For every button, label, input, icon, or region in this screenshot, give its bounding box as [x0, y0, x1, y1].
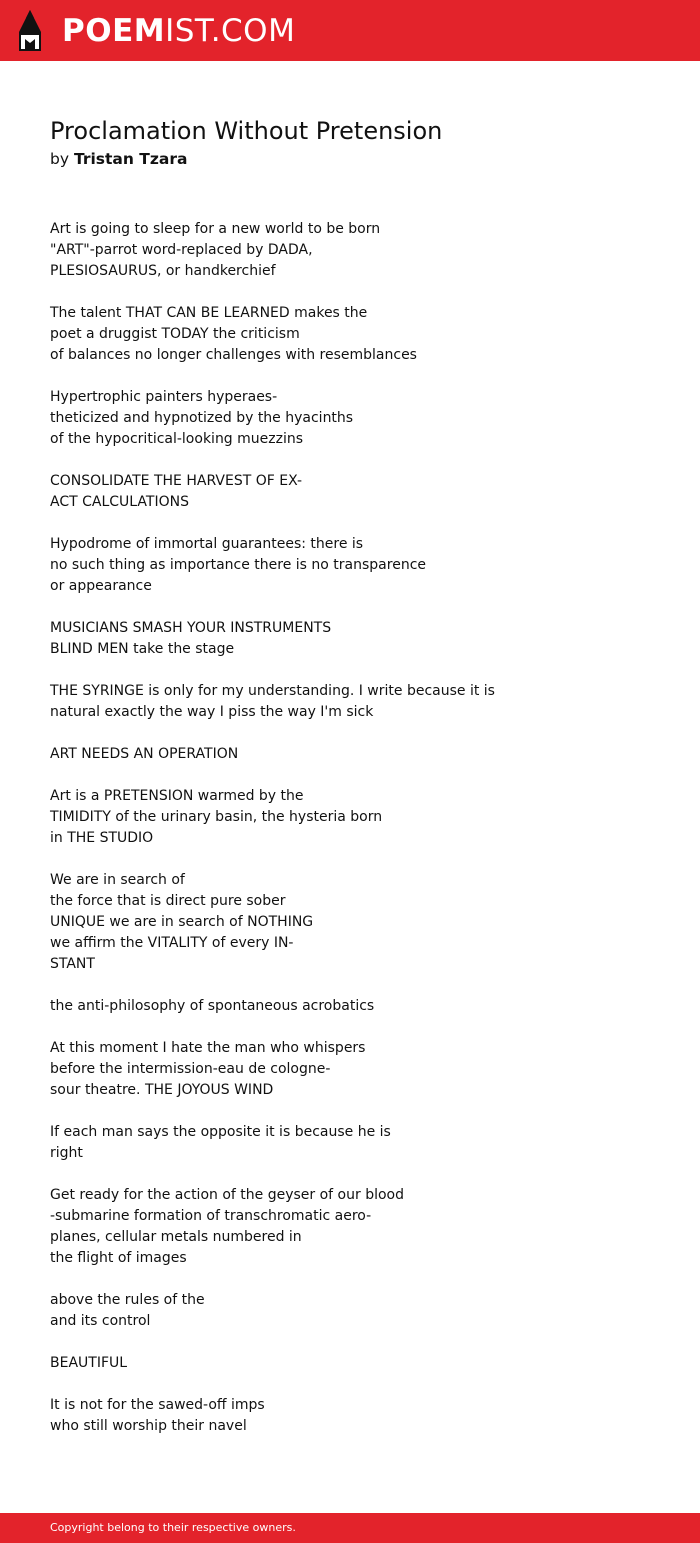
- poem-stanza: [50, 618, 670, 660]
- poem-line: ART NEEDS AN OPERATION: [50, 746, 239, 762]
- poem-stanza: [50, 786, 670, 849]
- poem-line: -submarine formation of transchromatic aero-: [50, 1208, 372, 1224]
- poem-line: poet a druggist TODAY the criticism: [50, 326, 300, 342]
- poem-author: Tristan Tzara: [73, 150, 188, 168]
- poem-line: It is not for the sawed-off imps: [50, 1397, 265, 1413]
- poem-stanza: [50, 681, 670, 723]
- by-label: by: [50, 150, 70, 168]
- poem-line: Get ready for the action of the geyser of our blood: [50, 1187, 404, 1203]
- poem-stanza: [50, 387, 670, 450]
- poem-line: ACT CALCULATIONS: [50, 494, 189, 510]
- poem-line: right: [50, 1145, 83, 1161]
- poem-line: Art is a PRETENSION warmed by the: [50, 788, 304, 804]
- poem-line: Hypertrophic painters hyperaes-: [50, 389, 278, 405]
- poem-line: THE SYRINGE is only for my understanding. I write because it is: [50, 683, 495, 699]
- logo-bold-text: POEM: [62, 13, 166, 49]
- poem-title: Proclamation Without Pretension: [50, 117, 443, 145]
- poem-line: the force that is direct pure sober: [50, 893, 286, 909]
- poem-stanza: [50, 1290, 670, 1332]
- poem-line: TIMIDITY of the urinary basin, the hysteria born: [50, 809, 383, 825]
- poem-stanza: [50, 219, 670, 282]
- poem-line: CONSOLIDATE THE HARVEST OF EX-: [50, 473, 303, 489]
- poem-line: We are in search of: [50, 872, 185, 888]
- poem-line: the flight of images: [50, 1250, 187, 1266]
- poem-line: natural exactly the way I piss the way I'm sick: [50, 704, 374, 720]
- poem-line: who still worship their navel: [50, 1418, 247, 1434]
- poem-stanza: [50, 471, 670, 513]
- poem-stanza: [50, 744, 670, 765]
- poem-stanza: [50, 870, 670, 975]
- poem-line: BEAUTIFUL: [50, 1355, 128, 1371]
- poem-line: no such thing as importance there is no transparence: [50, 557, 427, 573]
- poem-line: PLESIOSAURUS, or handkerchief: [50, 263, 276, 279]
- poem-line: STANT: [50, 956, 95, 972]
- site-footer: [0, 1513, 700, 1543]
- poem-line: MUSICIANS SMASH YOUR INSTRUMENTS: [50, 620, 332, 636]
- poem-line: BLIND MEN take the stage: [50, 641, 235, 657]
- poem-line: Hypodrome of immortal guarantees: there is: [50, 536, 364, 552]
- poem-line: theticized and hypnotized by the hyacinths: [50, 410, 354, 426]
- poem-line: and its control: [50, 1313, 151, 1329]
- poem-stanza: [50, 996, 670, 1017]
- poem-line: "ART"-parrot word-replaced by DADA,: [50, 242, 313, 258]
- poem-line: Art is going to sleep for a new world to be born: [50, 221, 381, 237]
- poem-line: we affirm the VITALITY of every IN-: [50, 935, 294, 951]
- poem-line: If each man says the opposite it is because he is: [50, 1124, 391, 1140]
- pencil-icon[interactable]: [18, 10, 42, 51]
- poem-stanza: [50, 1185, 670, 1269]
- poem-line: the anti-philosophy of spontaneous acrobatics: [50, 998, 375, 1014]
- poem-stanza: [50, 1038, 670, 1101]
- poem-byline: [50, 148, 187, 170]
- poem-stanza: [50, 1395, 670, 1437]
- copyright-text: Copyright belong to their respective owners.: [50, 1521, 296, 1534]
- poem-line: The talent THAT CAN BE LEARNED makes the: [50, 305, 368, 321]
- poem-line: above the rules of the: [50, 1292, 205, 1308]
- poem-stanza: [50, 1122, 670, 1164]
- poem-line: sour theatre. THE JOYOUS WIND: [50, 1082, 274, 1098]
- poem-line: UNIQUE we are in search of NOTHING: [50, 914, 314, 930]
- poem-line: or appearance: [50, 578, 152, 594]
- poem-line: in THE STUDIO: [50, 830, 154, 846]
- poem-line: of balances no longer challenges with resemblances: [50, 347, 417, 363]
- poem-line: At this moment I hate the man who whispers: [50, 1040, 366, 1056]
- site-logo[interactable]: [62, 11, 295, 51]
- poem-line: planes, cellular metals numbered in: [50, 1229, 302, 1245]
- site-header: [0, 0, 700, 61]
- poem-body: [50, 219, 670, 1458]
- logo-light-text: IST.COM: [165, 13, 296, 49]
- poem-stanza: [50, 303, 670, 366]
- poem-stanza: [50, 1353, 670, 1374]
- poem-line: of the hypocritical-looking muezzins: [50, 431, 304, 447]
- poem-line: before the intermission-eau de cologne-: [50, 1061, 331, 1077]
- poem-stanza: [50, 534, 670, 597]
